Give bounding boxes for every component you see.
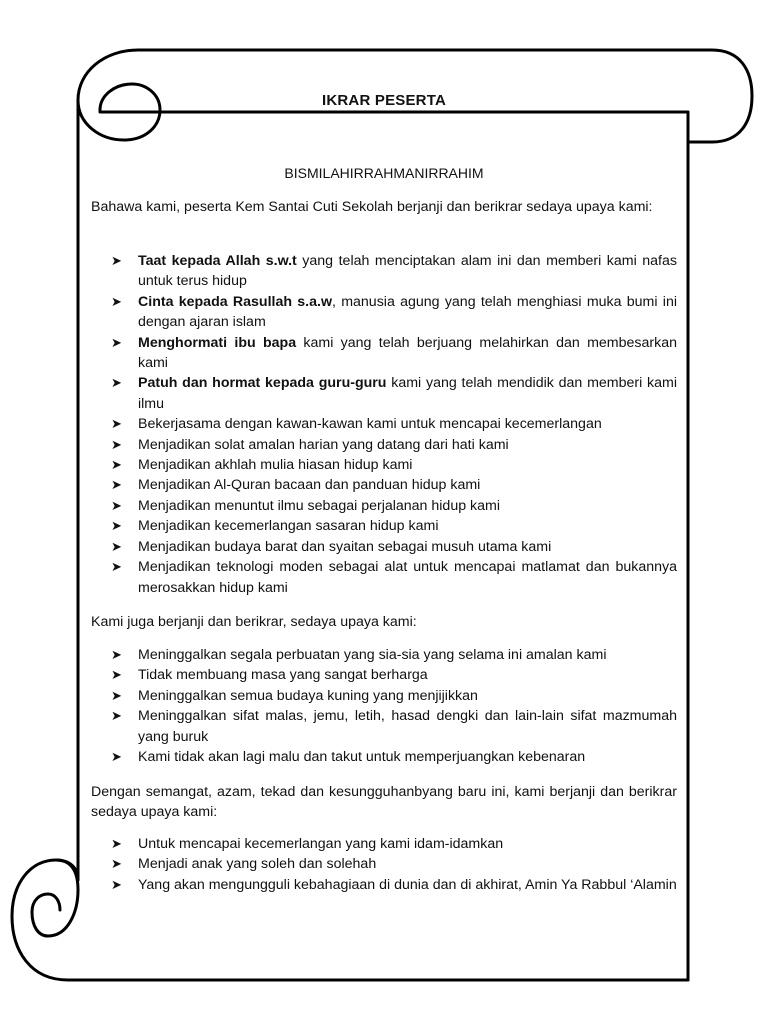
list-item-text: Menjadikan Al-Quran bacaan dan panduan hidup kami [138, 477, 481, 494]
list-item-emphasis: Menghormati ibu bapa [138, 334, 297, 351]
list-item-emphasis: Taat kepada Allah s.w.t [138, 253, 297, 269]
list-item-text: Menjadikan budaya barat dan syaitan sebagai musuh utama kami [138, 538, 552, 555]
list-item-text: Kami tidak akan lagi malu dan takut untuk memperjuangkan kebenaran [138, 749, 586, 766]
pledge-list-secondary [91, 645, 677, 767]
list-item [91, 333, 677, 374]
list-item [91, 251, 677, 292]
intro-paragraph: Bahawa kami, peserta Kem Santai Cuti Sekolah berjanji dan berikrar sedaya upaya kami: [91, 199, 653, 215]
arrow-bullet-icon: ➤ [111, 293, 122, 309]
list-item-emphasis: Patuh dan hormat kepada guru-guru [138, 375, 387, 392]
list-item [91, 435, 677, 455]
list-item-text: Menjadikan kecemerlangan sasaran hidup kami [138, 518, 439, 535]
list-item-text: kami yang telah mendidik dan memberi kami ilmu [138, 375, 677, 412]
arrow-bullet-icon: ➤ [111, 497, 122, 513]
list-item-text: kami yang telah berjuang melahirkan dan membesarkan kami [138, 334, 677, 372]
list-item [91, 747, 677, 767]
list-item-text: Untuk mencapai kecemerlangan yang kami idam-idamkan [138, 836, 504, 852]
list-item [91, 557, 677, 598]
list-item-text: Menjadikan solat amalan harian yang datang dari hati kami [138, 436, 509, 453]
list-item-text: Meninggalkan segala perbuatan yang sia-sia yang selama ini amalan kami [138, 647, 607, 663]
arrow-bullet-icon: ➤ [111, 708, 122, 724]
second-paragraph: Kami juga berjanji dan berikrar, sedaya upaya kami: [91, 614, 417, 630]
arrow-bullet-icon: ➤ [111, 253, 122, 268]
bottom-roll-curl [32, 860, 78, 936]
list-item-text: , manusia agung yang telah menghiasi muka bumi ini dengan ajaran islam [138, 293, 677, 331]
list-item [91, 686, 677, 706]
list-item [91, 537, 677, 557]
list-item [91, 834, 677, 854]
list-item-emphasis: Cinta kepada Rasullah s.a.w [138, 293, 332, 310]
list-item [91, 373, 677, 414]
list-item-text: Bekerjasama dengan kawan-kawan kami untuk mencapai kecemerlangan [138, 416, 602, 433]
arrow-bullet-icon: ➤ [111, 559, 122, 575]
arrow-bullet-icon: ➤ [111, 436, 122, 452]
arrow-bullet-icon: ➤ [111, 334, 122, 350]
arrow-bullet-icon: ➤ [111, 856, 122, 872]
list-item [91, 455, 677, 475]
arrow-bullet-icon: ➤ [111, 876, 122, 892]
list-item [91, 496, 677, 516]
arrow-bullet-icon: ➤ [111, 667, 122, 683]
list-item [91, 665, 677, 685]
arrow-bullet-icon: ➤ [111, 375, 122, 391]
list-item [91, 854, 677, 874]
arrow-bullet-icon: ➤ [111, 687, 122, 703]
arrow-bullet-icon: ➤ [111, 749, 122, 765]
list-item [91, 645, 677, 665]
list-item-text: Menjadikan menuntut ilmu sebagai perjalanan hidup kami [138, 497, 501, 514]
arrow-bullet-icon: ➤ [111, 836, 122, 851]
page-title: IKRAR PESERTA [322, 92, 446, 109]
list-item [91, 414, 677, 434]
pledge-list-final [91, 834, 677, 895]
list-item [91, 706, 677, 747]
arrow-bullet-icon: ➤ [111, 538, 122, 554]
arrow-bullet-icon: ➤ [111, 647, 122, 662]
third-paragraph: Dengan semangat, azam, tekad dan kesungguhanbyang baru ini, kami berjanji dan berikrar sedaya upaya kami: [91, 784, 677, 820]
list-item-text: Yang akan mengungguli kebahagiaan di dunia dan di akhirat, Amin Ya Rabbul ‘Alamin [138, 876, 677, 893]
pledge-list-primary [91, 251, 677, 598]
list-item-text: Menjadikan teknologi moden sebagai alat untuk mencapai matlamat dan bukannya merosakkan hidup kami [138, 559, 677, 596]
list-item-text: Menjadikan akhlah mulia hiasan hidup kami [138, 457, 413, 474]
list-item-text: Tidak membuang masa yang sangat berharga [138, 667, 428, 684]
list-item [91, 292, 677, 333]
list-item [91, 516, 677, 536]
list-item-text: yang telah menciptakan alam ini dan memberi kami nafas untuk terus hidup [138, 253, 677, 290]
subtitle: BISMILAHIRRAHMANIRRAHIM [284, 165, 484, 181]
arrow-bullet-icon: ➤ [111, 477, 122, 493]
list-item [91, 475, 677, 495]
arrow-bullet-icon: ➤ [111, 457, 122, 473]
list-item-text: Menjadi anak yang soleh dan solehah [138, 856, 377, 873]
list-item-text: Meninggalkan sifat malas, jemu, letih, hasad dengki dan lain-lain sifat mazmumah yang buruk [138, 708, 677, 745]
arrow-bullet-icon: ➤ [111, 518, 122, 534]
list-item-text: Meninggalkan semua budaya kuning yang menjijikkan [138, 687, 478, 704]
list-item [91, 875, 677, 895]
arrow-bullet-icon: ➤ [111, 416, 122, 432]
